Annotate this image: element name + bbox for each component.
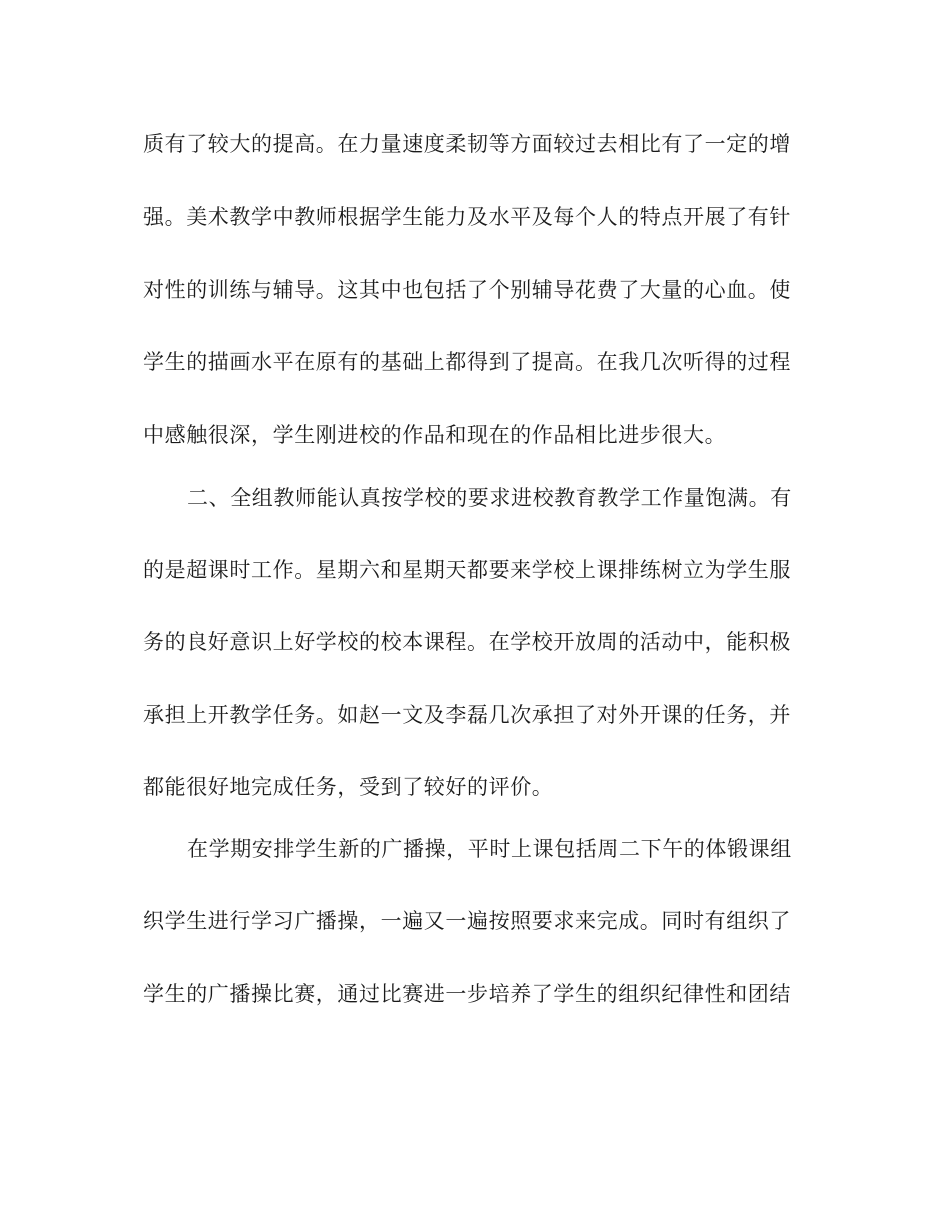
text-line: 织学生进行学习广播操，一遍又一遍按照要求来完成。同时有组织了 xyxy=(143,909,791,933)
paragraph-start-line: 二、全组教师能认真按学校的要求进校教育教学工作量饱满。有 xyxy=(187,486,792,510)
text-line: 务的良好意识上好学校的校本课程。在学校开放周的活动中，能积极 xyxy=(143,630,791,654)
text-line: 的是超课时工作。星期六和星期天都要来学校上课排练树立为学生服 xyxy=(143,558,791,582)
paragraph-start-line: 在学期安排学生新的广播操，平时上课包括周二下午的体锻课组 xyxy=(187,837,792,861)
text-line: 学生的描画水平在原有的基础上都得到了提高。在我几次听得的过程 xyxy=(143,350,791,374)
text-line: 学生的广播操比赛，通过比赛进一步培养了学生的组织纪律性和团结 xyxy=(143,982,791,1006)
text-line: 质有了较大的提高。在力量速度柔韧等方面较过去相比有了一定的增 xyxy=(143,132,791,156)
text-line: 强。美术教学中教师根据学生能力及水平及每个人的特点开展了有针 xyxy=(143,205,791,229)
text-line: 承担上开教学任务。如赵一文及李磊几次承担了对外开课的任务，并 xyxy=(143,703,791,727)
text-line: 对性的训练与辅导。这其中也包括了个别辅导花费了大量的心血。使 xyxy=(143,278,791,302)
text-line: 都能很好地完成任务，受到了较好的评价。 xyxy=(143,775,554,799)
text-line: 中感触很深，学生刚进校的作品和现在的作品相比进步很大。 xyxy=(143,423,727,447)
